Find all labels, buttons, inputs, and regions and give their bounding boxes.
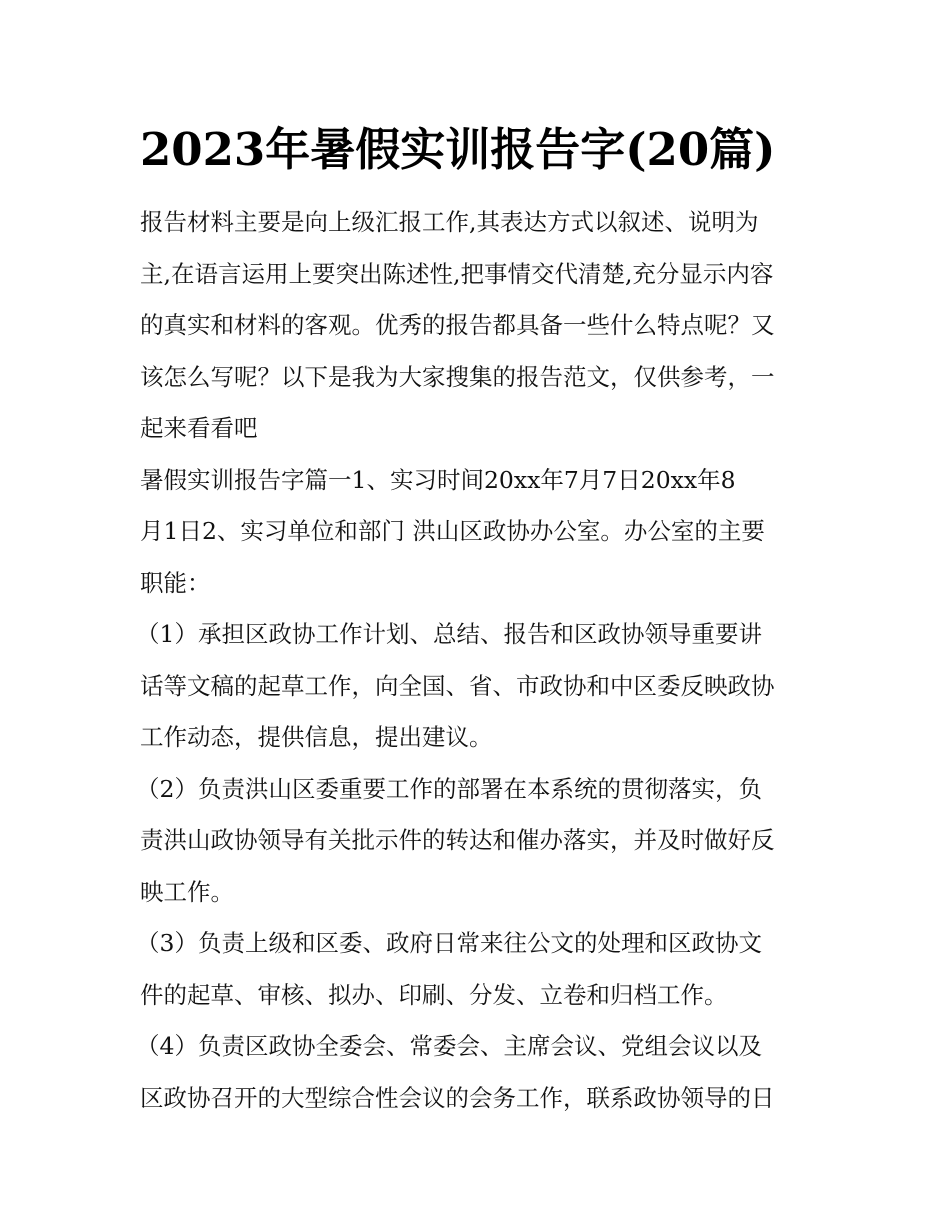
intro-line: 的真实和材料的客观。优秀的报告都具备一些什么特点呢？又: [140, 311, 775, 339]
section-one-line: 月1日2、实习单位和部门 洪山区政协办公室。办公室的主要: [140, 517, 765, 545]
section-one-line: 暑假实训报告字篇一1、实习时间20xx年7月7日20xx年8: [140, 465, 736, 494]
list-item-line: （4）负责区政协全委会、常委会、主席会议、党组会议以及: [136, 1032, 762, 1060]
intro-line: 主,在语言运用上要突出陈述性,把事情交代清楚,充分显示内容: [140, 259, 774, 288]
intro-line: 起来看看吧: [140, 414, 258, 442]
list-item-2: [136, 764, 820, 919]
list-item-1: [136, 609, 820, 764]
list-item-line: 区政协召开的大型综合性会议的会务工作，联系政协领导的日: [140, 1083, 775, 1112]
list-item-line: 话等文稿的起草工作，向全国、省、市政协和中区委反映政协: [140, 671, 775, 700]
list-item-line: 件的起草、审核、拟办、印刷、分发、立卷和归档工作。: [140, 980, 728, 1009]
list-item-line: 责洪山政协领导有关批示件的转达和催办落实，并及时做好反: [140, 826, 775, 854]
list-item-line: （1）承担区政协工作计划、总结、报告和区政协领导重要讲: [136, 620, 762, 648]
document-body: [136, 197, 820, 1124]
document-title: 2023年暑假实训报告字(20篇): [140, 123, 776, 176]
intro-line: 该怎么写呢？以下是我为大家搜集的报告范文，仅供参考，一: [140, 362, 775, 391]
section-one-paragraph: [140, 455, 820, 610]
intro-line: 报告材料主要是向上级汇报工作,其表达方式以叙述、说明为: [140, 208, 759, 236]
list-item-line: （3）负责上级和区委、政府日常来往公文的处理和区政协文: [136, 929, 762, 957]
section-one-line: 职能：: [140, 568, 211, 597]
list-item-3: [136, 918, 820, 1021]
list-item-line: 映工作。: [140, 877, 234, 906]
intro-paragraph: [140, 197, 820, 455]
list-item-line: 工作动态，提供信息，提出建议。: [140, 723, 493, 751]
list-item-line: （2）负责洪山区委重要工作的部署在本系统的贯彻落实，负: [136, 774, 762, 803]
list-item-4: [136, 1021, 820, 1124]
